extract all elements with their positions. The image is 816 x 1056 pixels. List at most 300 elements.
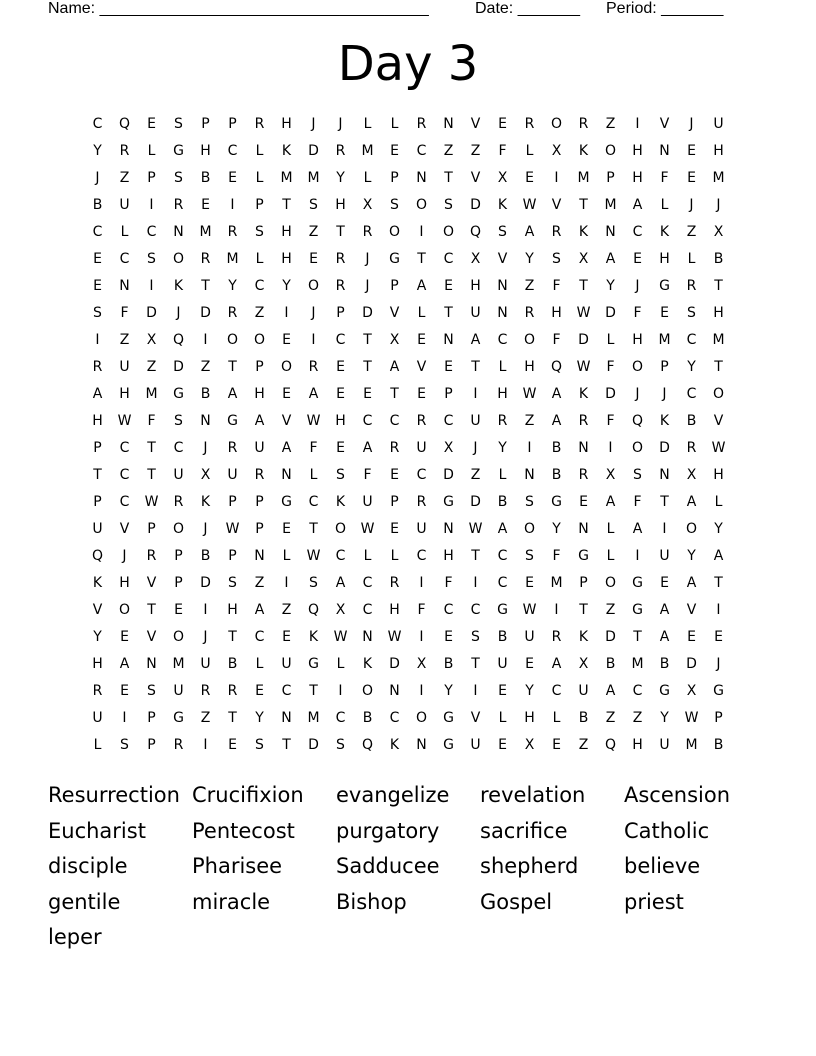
grid-letter: E (228, 170, 237, 186)
grid-row (84, 492, 732, 519)
grid-letter: Z (605, 602, 616, 618)
grid-letter: N (146, 656, 157, 672)
grid-letter: L (390, 116, 399, 132)
grid-letter: L (390, 548, 399, 564)
grid-letter: G (443, 710, 454, 726)
grid-letter: F (606, 413, 615, 429)
grid-letter: T (282, 737, 291, 753)
grid-letter: K (362, 656, 373, 672)
grid-letter: O (712, 386, 725, 402)
grid-letter: W (684, 710, 699, 726)
grid-letter: Y (552, 521, 561, 537)
grid-letter: G (659, 278, 670, 294)
word-bank-item: sacrifice (480, 818, 568, 843)
grid-letter: E (390, 143, 399, 159)
grid-letter: P (147, 170, 156, 186)
grid-letter: S (633, 467, 642, 483)
grid-letter: U (92, 710, 103, 726)
grid-letter: U (119, 197, 130, 213)
grid-letter: H (524, 359, 535, 375)
grid-letter: M (307, 710, 320, 726)
grid-letter: C (416, 548, 427, 564)
grid-letter: C (389, 413, 400, 429)
grid-row (84, 573, 732, 600)
word-bank-row (48, 851, 768, 887)
grid-letter: T (228, 359, 237, 375)
grid-letter: C (362, 575, 373, 591)
grid-letter: B (362, 710, 373, 726)
word-bank-item: miracle (192, 889, 271, 914)
grid-letter: H (92, 656, 103, 672)
grid-letter: A (659, 602, 670, 618)
grid-letter: V (659, 116, 670, 132)
grid-letter: O (172, 521, 185, 537)
grid-letter: U (416, 521, 427, 537)
grid-letter: Y (444, 683, 453, 699)
grid-letter: E (282, 521, 291, 537)
grid-letter: L (498, 359, 507, 375)
grid-letter: I (203, 737, 208, 753)
grid-letter: P (390, 170, 399, 186)
grid-letter: Q (631, 413, 644, 429)
grid-letter: I (635, 548, 640, 564)
grid-letter: T (444, 170, 453, 186)
grid-letter: R (335, 251, 346, 267)
grid-letter: E (498, 116, 507, 132)
grid-row (84, 519, 732, 546)
grid-letter: B (200, 170, 211, 186)
grid-letter: V (551, 197, 562, 213)
grid-letter: K (659, 224, 670, 240)
grid-letter: Z (524, 278, 535, 294)
grid-letter: O (118, 602, 131, 618)
grid-letter: L (336, 656, 345, 672)
grid-letter: H (119, 575, 130, 591)
grid-letter: R (362, 224, 373, 240)
grid-letter: C (173, 440, 184, 456)
grid-letter: O (253, 332, 266, 348)
grid-letter: P (147, 521, 156, 537)
grid-letter: F (633, 305, 642, 321)
grid-letter: Z (470, 467, 481, 483)
grid-letter: X (686, 467, 697, 483)
grid-letter: K (92, 575, 103, 591)
grid-letter: E (525, 656, 534, 672)
grid-letter: V (389, 305, 400, 321)
grid-row (84, 222, 732, 249)
word-bank-item: Gospel (480, 889, 553, 914)
grid-row (84, 357, 732, 384)
grid-letter: O (172, 251, 185, 267)
grid-letter: D (605, 629, 616, 645)
grid-letter: I (149, 278, 154, 294)
grid-letter: S (120, 737, 129, 753)
grid-letter: M (307, 170, 320, 186)
grid-letter: G (659, 683, 670, 699)
grid-letter: T (714, 359, 723, 375)
grid-letter: F (552, 332, 561, 348)
grid-letter: W (225, 521, 240, 537)
grid-letter: L (660, 197, 669, 213)
grid-letter: S (498, 224, 507, 240)
grid-letter: H (281, 116, 292, 132)
grid-letter: C (119, 251, 130, 267)
grid-letter: P (255, 359, 264, 375)
grid-letter: H (470, 278, 481, 294)
grid-letter: L (498, 467, 507, 483)
grid-letter: E (282, 332, 291, 348)
grid-row (84, 114, 732, 141)
grid-letter: N (497, 305, 508, 321)
grid-letter: T (93, 467, 102, 483)
grid-letter: O (550, 116, 563, 132)
grid-letter: E (444, 629, 453, 645)
grid-letter: I (203, 332, 208, 348)
grid-letter: T (417, 251, 426, 267)
grid-letter: X (200, 467, 211, 483)
grid-letter: Z (470, 143, 481, 159)
grid-letter: O (631, 359, 644, 375)
grid-letter: T (363, 359, 372, 375)
grid-letter: P (93, 440, 102, 456)
grid-letter: L (120, 224, 129, 240)
grid-letter: C (443, 413, 454, 429)
grid-letter: T (579, 602, 588, 618)
grid-letter: G (632, 602, 643, 618)
grid-letter: N (524, 467, 535, 483)
grid-letter: L (255, 143, 264, 159)
grid-letter: H (119, 386, 130, 402)
grid-letter: Z (200, 710, 211, 726)
grid-letter: D (200, 575, 211, 591)
grid-letter: D (308, 737, 319, 753)
grid-letter: S (525, 494, 534, 510)
word-bank-item: believe (624, 854, 701, 878)
grid-letter: A (686, 494, 697, 510)
grid-letter: T (147, 467, 156, 483)
grid-letter: Z (443, 143, 454, 159)
grid-letter: N (362, 629, 373, 645)
word-bank-item: Sadducee (336, 854, 440, 878)
grid-letter: A (632, 197, 643, 213)
grid-letter: E (336, 386, 345, 402)
word-bank-item: revelation (480, 783, 586, 807)
grid-letter: E (525, 575, 534, 591)
grid-letter: F (660, 170, 669, 186)
grid-letter: C (470, 602, 481, 618)
grid-letter: P (93, 494, 102, 510)
grid-letter: R (227, 305, 238, 321)
grid-letter: C (119, 467, 130, 483)
word-bank-item: Crucifixion (192, 783, 304, 807)
grid-letter: V (146, 575, 157, 591)
grid-letter: B (551, 440, 562, 456)
grid-letter: B (605, 656, 616, 672)
grid-letter: E (336, 359, 345, 375)
grid-letter: C (362, 602, 373, 618)
grid-letter: T (579, 278, 588, 294)
grid-letter: U (119, 359, 130, 375)
grid-letter: P (147, 737, 156, 753)
grid-letter: C (119, 494, 130, 510)
grid-row (84, 303, 732, 330)
grid-letter: O (604, 575, 617, 591)
grid-letter: L (687, 251, 696, 267)
grid-letter: V (713, 413, 724, 429)
grid-letter: F (444, 575, 453, 591)
grid-row (84, 735, 732, 762)
grid-letter: L (93, 737, 102, 753)
grid-letter: I (527, 440, 532, 456)
grid-letter: Q (172, 332, 185, 348)
grid-letter: W (522, 602, 537, 618)
grid-letter: S (336, 737, 345, 753)
grid-letter: I (122, 710, 127, 726)
grid-letter: R (173, 197, 184, 213)
grid-letter: E (282, 386, 291, 402)
grid-letter: K (308, 629, 319, 645)
grid-letter: Y (714, 521, 723, 537)
grid-letter: O (442, 224, 455, 240)
grid-letter: P (336, 305, 345, 321)
grid-letter: K (281, 143, 292, 159)
grid-letter: Q (91, 548, 104, 564)
grid-letter: Y (687, 359, 696, 375)
grid-letter: E (444, 278, 453, 294)
grid-letter: T (471, 656, 480, 672)
word-bank-item: evangelize (336, 783, 450, 807)
grid-letter: S (228, 575, 237, 591)
grid-letter: P (390, 278, 399, 294)
grid-letter: T (336, 224, 345, 240)
grid-letter: X (578, 251, 589, 267)
grid-letter: W (522, 386, 537, 402)
grid-letter: E (633, 251, 642, 267)
grid-row (84, 654, 732, 681)
grid-row (84, 465, 732, 492)
grid-letter: R (173, 737, 184, 753)
grid-letter: M (199, 224, 212, 240)
grid-letter: S (336, 467, 345, 483)
grid-letter: D (146, 305, 157, 321)
grid-letter: U (227, 467, 238, 483)
word-bank-row (48, 816, 768, 852)
grid-letter: H (389, 602, 400, 618)
grid-letter: M (280, 170, 293, 186)
grid-letter: A (335, 575, 346, 591)
grid-letter: G (227, 413, 238, 429)
grid-letter: C (632, 683, 643, 699)
grid-letter: T (228, 629, 237, 645)
grid-letter: R (227, 683, 238, 699)
grid-letter: U (659, 548, 670, 564)
grid-letter: T (633, 629, 642, 645)
grid-letter: J (365, 278, 370, 294)
grid-letter: L (309, 467, 318, 483)
grid-letter: R (524, 305, 535, 321)
grid-letter: Z (254, 305, 265, 321)
grid-letter: A (254, 413, 265, 429)
letter-grid (84, 114, 732, 762)
grid-row (84, 600, 732, 627)
grid-letter: J (203, 440, 208, 456)
grid-letter: E (660, 305, 669, 321)
grid-letter: C (443, 602, 454, 618)
grid-letter: A (416, 278, 427, 294)
grid-letter: J (662, 386, 667, 402)
grid-letter: Y (687, 548, 696, 564)
grid-letter: Z (281, 602, 292, 618)
grid-letter: A (686, 575, 697, 591)
word-bank (48, 780, 768, 958)
grid-letter: L (417, 305, 426, 321)
grid-letter: M (226, 251, 239, 267)
grid-letter: O (523, 332, 536, 348)
grid-letter: E (660, 575, 669, 591)
grid-letter: B (713, 251, 724, 267)
grid-row (84, 330, 732, 357)
grid-letter: Z (119, 170, 130, 186)
grid-letter: T (201, 278, 210, 294)
grid-letter: C (92, 224, 103, 240)
grid-letter: L (255, 251, 264, 267)
grid-letter: F (309, 440, 318, 456)
grid-letter: O (361, 683, 374, 699)
grid-letter: S (444, 197, 453, 213)
grid-letter: P (255, 521, 264, 537)
grid-letter: T (714, 278, 723, 294)
grid-letter: K (497, 197, 508, 213)
grid-letter: D (470, 197, 481, 213)
grid-letter: M (145, 386, 158, 402)
grid-letter: V (416, 359, 427, 375)
grid-letter: O (523, 521, 536, 537)
grid-letter: D (470, 494, 481, 510)
word-bank-row (48, 780, 768, 816)
word-bank-item: Pentecost (192, 818, 295, 843)
grid-letter: J (689, 197, 694, 213)
grid-letter: D (362, 305, 373, 321)
grid-letter: I (338, 683, 343, 699)
grid-letter: S (174, 116, 183, 132)
grid-letter: T (390, 386, 399, 402)
grid-letter: C (497, 575, 508, 591)
grid-letter: X (578, 656, 589, 672)
grid-letter: L (498, 710, 507, 726)
grid-letter: S (147, 683, 156, 699)
grid-letter: T (660, 494, 669, 510)
grid-letter: C (389, 710, 400, 726)
grid-letter: R (551, 224, 562, 240)
grid-letter: A (659, 629, 670, 645)
grid-letter: V (470, 710, 481, 726)
grid-letter: R (578, 413, 589, 429)
grid-letter: U (173, 683, 184, 699)
grid-letter: N (443, 332, 454, 348)
word-bank-item: priest (624, 889, 684, 914)
grid-row (84, 195, 732, 222)
grid-letter: T (444, 305, 453, 321)
grid-letter: W (360, 521, 375, 537)
grid-row (84, 681, 732, 708)
grid-letter: P (444, 386, 453, 402)
grid-letter: P (606, 170, 615, 186)
grid-letter: Z (254, 575, 265, 591)
grid-letter: J (635, 386, 640, 402)
grid-letter: R (416, 116, 427, 132)
name-field-label: Name: _____________________________________ (48, 0, 429, 17)
grid-letter: A (551, 413, 562, 429)
grid-letter: L (552, 710, 561, 726)
grid-letter: E (309, 251, 318, 267)
grid-letter: Z (146, 359, 157, 375)
grid-row (84, 438, 732, 465)
grid-letter: H (227, 602, 238, 618)
grid-letter: A (524, 224, 535, 240)
grid-letter: R (254, 116, 265, 132)
grid-letter: G (578, 548, 589, 564)
grid-letter: P (714, 710, 723, 726)
grid-letter: V (92, 602, 103, 618)
grid-letter: X (416, 656, 427, 672)
grid-letter: Y (525, 683, 534, 699)
grid-letter: N (173, 224, 184, 240)
word-bank-item: leper (48, 925, 102, 949)
header (48, 0, 748, 20)
grid-letter: K (389, 737, 400, 753)
grid-letter: R (389, 440, 400, 456)
grid-letter: R (578, 116, 589, 132)
grid-letter: Q (307, 602, 320, 618)
grid-letter: R (335, 143, 346, 159)
grid-letter: C (362, 413, 373, 429)
grid-letter: F (606, 359, 615, 375)
grid-letter: Z (605, 710, 616, 726)
grid-letter: J (716, 197, 721, 213)
grid-letter: M (577, 170, 590, 186)
grid-letter: A (119, 656, 130, 672)
grid-letter: E (390, 467, 399, 483)
grid-letter: O (415, 710, 428, 726)
grid-letter: S (687, 305, 696, 321)
grid-letter: T (714, 575, 723, 591)
grid-letter: G (389, 251, 400, 267)
grid-letter: I (311, 332, 316, 348)
grid-letter: S (309, 575, 318, 591)
grid-letter: P (660, 359, 669, 375)
grid-letter: M (712, 332, 725, 348)
grid-letter: U (254, 440, 265, 456)
grid-letter: U (416, 440, 427, 456)
grid-letter: P (579, 575, 588, 591)
grid-letter: B (578, 710, 589, 726)
grid-letter: U (281, 656, 292, 672)
grid-letter: K (578, 386, 589, 402)
grid-letter: W (144, 494, 159, 510)
grid-letter: D (443, 467, 454, 483)
grid-letter: S (147, 251, 156, 267)
grid-letter: B (443, 656, 454, 672)
grid-letter: A (308, 386, 319, 402)
grid-letter: V (146, 629, 157, 645)
grid-letter: F (417, 602, 426, 618)
grid-letter: J (338, 116, 343, 132)
grid-letter: A (605, 683, 616, 699)
grid-letter: I (635, 116, 640, 132)
grid-letter: T (309, 683, 318, 699)
grid-letter: A (362, 440, 373, 456)
grid-letter: E (147, 116, 156, 132)
